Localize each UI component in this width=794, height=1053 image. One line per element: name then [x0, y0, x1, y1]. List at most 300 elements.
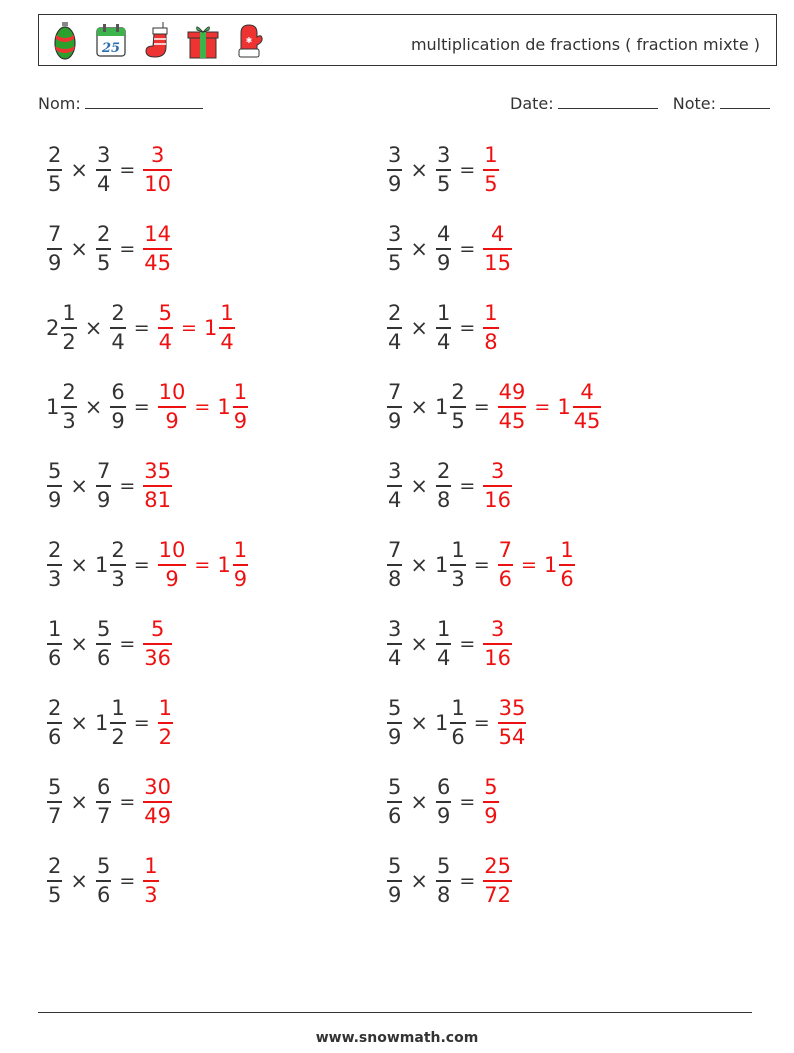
gift-icon: [187, 21, 219, 61]
answer-denominator: 45: [144, 250, 172, 275]
operand-b-numerator: 3: [436, 143, 451, 167]
equals-sign: =: [459, 632, 476, 655]
answer: [157, 540, 249, 590]
operand-b-number: [95, 145, 112, 195]
operand-b-denominator: 5: [436, 171, 451, 196]
svg-text:✱: ✱: [245, 36, 253, 45]
operand-a-denominator: 9: [388, 882, 402, 907]
operand-b-fraction: [110, 382, 125, 432]
stocking-icon: [141, 21, 173, 61]
operand-b-number: [95, 461, 112, 511]
answer-fraction: [483, 619, 512, 669]
operand-a-numerator: 3: [388, 143, 402, 167]
answer-mixed-whole: 1: [217, 552, 231, 577]
operand-a-numerator: 7: [48, 222, 62, 246]
operand-a-fraction: [47, 856, 62, 906]
operand-a-numerator: 2: [48, 143, 62, 167]
operand-a-number: [46, 698, 63, 748]
answer-fraction: [483, 303, 498, 353]
answer-numerator: 10: [158, 538, 186, 562]
answer-fraction: [498, 540, 513, 590]
answer-fraction: [158, 540, 187, 590]
operand-b-numerator: 2: [451, 380, 465, 404]
answer-fraction: [498, 698, 527, 748]
answer-mixed-numerator: 4: [580, 380, 594, 404]
answer-fraction: [158, 303, 173, 353]
answer-fraction: [143, 777, 172, 827]
operand-a-number: [46, 303, 78, 353]
operand-b-fraction: [436, 461, 451, 511]
answer-number: [157, 698, 174, 748]
equals-sign: =: [194, 553, 211, 576]
answer-number: [497, 698, 528, 748]
operand-a-numerator: 3: [388, 459, 402, 483]
answer-denominator: 72: [484, 882, 512, 907]
operand-a-denominator: 9: [388, 171, 402, 196]
problem-item: [46, 698, 174, 748]
problem-item: [386, 145, 500, 195]
operand-b-fraction: [96, 224, 111, 274]
answer-denominator: 4: [158, 329, 173, 354]
times-sign: ×: [70, 710, 88, 735]
operand-a-fraction: [47, 619, 62, 669]
answer-numerator: 1: [158, 696, 173, 720]
problem-item: [386, 777, 500, 827]
answer-number: [142, 461, 173, 511]
answer-fraction: [483, 224, 512, 274]
answer-mixed-whole: 1: [217, 394, 231, 419]
answer-number: [142, 145, 173, 195]
answer: [482, 856, 513, 906]
answer-fraction: [498, 382, 527, 432]
operand-b-fraction: [96, 461, 111, 511]
answer-mixed-numerator: 1: [233, 380, 248, 404]
answer-mixed-number: [204, 303, 236, 353]
operand-b-number: [435, 461, 452, 511]
answer-number: [157, 303, 174, 353]
operand-a-numerator: 1: [62, 301, 76, 325]
answer-numerator: 3: [490, 617, 505, 641]
answer-numerator: 49: [498, 380, 526, 404]
operand-b-whole: 1: [94, 710, 109, 735]
equals-sign: =: [119, 237, 136, 260]
operand-b-denominator: 9: [436, 250, 451, 275]
answer-number: [157, 540, 188, 590]
operand-a-numerator: 1: [48, 617, 62, 641]
answer-number: [482, 619, 513, 669]
operand-b-numerator: 5: [96, 854, 111, 878]
times-sign: ×: [410, 473, 428, 498]
equals-sign: =: [133, 316, 150, 339]
operand-b-denominator: 4: [436, 645, 451, 670]
operand-b-fraction: [436, 777, 451, 827]
operand-b-fraction: [436, 619, 451, 669]
problem-item: [386, 856, 513, 906]
operand-a-number: [46, 382, 78, 432]
operand-a-denominator: 7: [48, 803, 62, 828]
operand-a-number: [46, 461, 63, 511]
operand-a-numerator: 2: [62, 380, 76, 404]
answer-denominator: 9: [165, 566, 179, 591]
operand-a-numerator: 3: [388, 617, 402, 641]
operand-a-fraction: [387, 540, 402, 590]
equals-sign: =: [521, 553, 537, 576]
operand-a-fraction: [61, 382, 76, 432]
operand-b-numerator: 1: [451, 538, 465, 562]
operand-b-numerator: 6: [436, 775, 451, 799]
operand-b-denominator: 7: [96, 803, 111, 828]
operand-a-numerator: 7: [388, 538, 402, 562]
operand-a-denominator: 6: [48, 724, 62, 749]
answer: [142, 777, 173, 827]
operand-a-whole: 2: [46, 315, 60, 340]
operand-a-fraction: [387, 698, 402, 748]
operand-b-fraction: [436, 145, 451, 195]
times-sign: ×: [410, 394, 428, 419]
answer-number: [482, 145, 499, 195]
answer-denominator: 36: [144, 645, 172, 670]
operand-a-number: [386, 540, 403, 590]
operand-a-denominator: 6: [48, 645, 62, 670]
svg-text:25: 25: [101, 41, 121, 56]
operand-b-number: [95, 224, 112, 274]
operand-a-denominator: 3: [48, 566, 62, 591]
operand-b-numerator: 6: [111, 380, 125, 404]
operand-b-numerator: 1: [111, 696, 125, 720]
operand-a-denominator: 5: [48, 882, 62, 907]
answer: [482, 224, 513, 274]
times-sign: ×: [70, 236, 88, 261]
problem-item: [46, 382, 249, 432]
operand-b-fraction: [436, 856, 451, 906]
answer-number: [497, 382, 528, 432]
operand-a-number: [46, 145, 63, 195]
problem-item: [46, 303, 236, 353]
answer-numerator: 1: [484, 143, 498, 167]
operand-b-numerator: 1: [436, 301, 451, 325]
answer-numerator: 35: [498, 696, 526, 720]
answer-numerator: 1: [144, 854, 158, 878]
operand-a-numerator: 5: [48, 775, 62, 799]
times-sign: ×: [410, 710, 428, 735]
operand-b-denominator: 6: [96, 645, 111, 670]
operand-b-number: [95, 540, 127, 590]
answer-denominator: 6: [498, 566, 513, 591]
answer-mixed-whole: 1: [557, 394, 571, 419]
operand-a-denominator: 2: [62, 329, 76, 354]
operand-a-fraction: [387, 145, 402, 195]
operand-a-numerator: 5: [388, 696, 402, 720]
operand-a-number: [386, 856, 403, 906]
operand-b-denominator: 4: [111, 329, 125, 354]
answer: [142, 619, 173, 669]
answer: [142, 145, 173, 195]
operand-b-number: [435, 856, 452, 906]
name-blank[interactable]: [85, 93, 203, 109]
operand-b-numerator: 2: [111, 301, 125, 325]
times-sign: ×: [70, 552, 88, 577]
operand-a-numerator: 5: [388, 854, 402, 878]
problem-item: [386, 303, 500, 353]
answer: [497, 382, 603, 432]
operand-b-number: [435, 224, 452, 274]
problem-item: [46, 619, 173, 669]
operand-b-fraction: [450, 698, 465, 748]
operand-a-number: [386, 145, 403, 195]
answer: [497, 698, 528, 748]
answer-numerator: 3: [490, 459, 505, 483]
problem-item: [46, 856, 160, 906]
answer: [497, 540, 576, 590]
answer-denominator: 9: [484, 803, 498, 828]
times-sign: ×: [70, 868, 88, 893]
operand-b-fraction: [436, 224, 451, 274]
answer: [482, 145, 499, 195]
answer-denominator: 5: [484, 171, 498, 196]
times-sign: ×: [410, 868, 428, 893]
operand-b-number: [95, 856, 112, 906]
operand-b-number: [109, 303, 126, 353]
answer-numerator: 3: [150, 143, 165, 167]
answer-numerator: 10: [158, 380, 186, 404]
answer-numerator: 7: [498, 538, 513, 562]
equals-sign: =: [119, 790, 136, 813]
equals-sign: =: [459, 158, 476, 181]
answer-denominator: 49: [144, 803, 172, 828]
operand-a-denominator: 4: [388, 329, 402, 354]
equals-sign: =: [119, 869, 136, 892]
answer: [482, 777, 499, 827]
answer-denominator: 81: [144, 487, 172, 512]
operand-a-fraction: [47, 145, 62, 195]
equals-sign: =: [534, 395, 551, 418]
operand-b-number: [435, 777, 452, 827]
operand-a-fraction: [61, 303, 76, 353]
answer: [142, 461, 173, 511]
worksheet-title: multiplication de fractions ( fraction mixte ): [410, 35, 760, 54]
answer: [482, 619, 513, 669]
operand-a-fraction: [47, 540, 62, 590]
times-sign: ×: [70, 789, 88, 814]
operand-a-denominator: 9: [48, 250, 62, 275]
operand-b-whole: 1: [434, 552, 449, 577]
operand-b-number: [435, 619, 452, 669]
operand-a-fraction: [47, 698, 62, 748]
equals-sign: =: [133, 395, 150, 418]
answer-fraction: [143, 619, 172, 669]
answer-mixed-fraction: [233, 382, 248, 432]
answer-mixed-whole: 1: [543, 552, 558, 577]
operand-a-number: [386, 461, 403, 511]
answer-number: [142, 856, 159, 906]
operand-b-denominator: 3: [111, 566, 125, 591]
equals-sign: =: [133, 553, 150, 576]
operand-b-whole: 1: [434, 710, 449, 735]
answer-numerator: 5: [150, 617, 165, 641]
operand-a-number: [386, 224, 403, 274]
answer-number: [482, 461, 513, 511]
operand-a-denominator: 9: [388, 724, 402, 749]
operand-a-numerator: 7: [388, 380, 402, 404]
operand-a-number: [46, 856, 63, 906]
operand-b-fraction: [96, 777, 111, 827]
name-label: Nom:: [38, 94, 81, 113]
times-sign: ×: [410, 157, 428, 182]
answer-mixed-whole: 1: [203, 315, 218, 340]
operand-a-denominator: 4: [388, 645, 402, 670]
operand-a-denominator: 5: [388, 250, 402, 275]
operand-b-number: [435, 145, 452, 195]
calendar-icon: [95, 21, 127, 61]
operand-b-number: [435, 698, 467, 748]
operand-b-denominator: 6: [96, 882, 111, 907]
times-sign: ×: [84, 315, 103, 340]
equals-sign: =: [459, 316, 476, 339]
answer-numerator: 25: [484, 854, 512, 878]
operand-b-fraction: [450, 382, 465, 432]
operand-a-fraction: [47, 224, 62, 274]
operand-a-fraction: [47, 461, 62, 511]
operand-a-denominator: 3: [62, 408, 76, 433]
operand-a-number: [46, 224, 63, 274]
answer-fraction: [158, 698, 173, 748]
equals-sign: =: [119, 158, 136, 181]
equals-sign: =: [473, 395, 490, 418]
operand-a-number: [386, 619, 403, 669]
operand-b-number: [435, 540, 467, 590]
operand-a-denominator: 4: [388, 487, 402, 512]
answer-denominator: 16: [484, 645, 512, 670]
operand-b-fraction: [110, 303, 125, 353]
operand-b-number: [435, 382, 467, 432]
answer-denominator: 8: [484, 329, 498, 354]
operand-a-fraction: [387, 382, 402, 432]
answer-numerator: 14: [144, 222, 172, 246]
operand-b-denominator: 8: [436, 882, 451, 907]
answer-fraction: [143, 856, 158, 906]
times-sign: ×: [410, 789, 428, 814]
operand-a-numerator: 5: [48, 459, 62, 483]
operand-b-denominator: 9: [96, 487, 111, 512]
operand-a-fraction: [47, 777, 62, 827]
equals-sign: =: [473, 711, 490, 734]
answer-mixed-number: [557, 382, 602, 432]
operand-b-number: [109, 382, 126, 432]
score-label: Note:: [672, 94, 716, 113]
operand-a-fraction: [387, 224, 402, 274]
answer-numerator: 1: [484, 301, 498, 325]
problem-item: [46, 224, 173, 274]
problem-item: [46, 777, 173, 827]
operand-b-numerator: 2: [96, 222, 111, 246]
answer-number: [482, 303, 499, 353]
answer-mixed-fraction: [233, 540, 248, 590]
operand-b-number: [435, 303, 452, 353]
operand-b-fraction: [436, 303, 451, 353]
times-sign: ×: [70, 473, 88, 498]
equals-sign: =: [133, 711, 150, 734]
equals-sign: =: [194, 395, 211, 418]
operand-a-denominator: 9: [388, 408, 402, 433]
operand-b-denominator: 6: [451, 724, 465, 749]
operand-b-denominator: 8: [436, 487, 451, 512]
answer-numerator: 35: [144, 459, 172, 483]
operand-b-numerator: 2: [111, 538, 125, 562]
operand-a-fraction: [387, 461, 402, 511]
operand-a-number: [386, 698, 403, 748]
answer-denominator: 54: [498, 724, 526, 749]
footer-divider: [38, 1012, 752, 1013]
problem-item: [386, 382, 602, 432]
operand-b-denominator: 3: [451, 566, 465, 591]
answer-fraction: [143, 224, 172, 274]
answer-denominator: 45: [498, 408, 526, 433]
answer-mixed-denominator: 9: [233, 408, 248, 433]
date-blank[interactable]: [558, 93, 658, 109]
operand-a-number: [386, 777, 403, 827]
worksheet-header: [38, 14, 777, 66]
operand-b-fraction: [110, 698, 125, 748]
operand-a-number: [46, 619, 63, 669]
operand-b-numerator: 5: [96, 617, 111, 641]
header-icons: [49, 21, 265, 61]
problem-item: [386, 619, 513, 669]
answer: [142, 224, 173, 274]
mitten-icon: [233, 21, 265, 61]
operand-a-denominator: 9: [48, 487, 62, 512]
operand-a-denominator: 8: [388, 566, 402, 591]
answer-numerator: 30: [144, 775, 172, 799]
operand-b-fraction: [96, 619, 111, 669]
equals-sign: =: [459, 237, 476, 260]
operand-b-numerator: 7: [96, 459, 111, 483]
answer-mixed-fraction: [559, 540, 574, 590]
operand-b-fraction: [96, 856, 111, 906]
answer-denominator: 15: [484, 250, 512, 275]
answer-fraction: [483, 145, 498, 195]
name-field: [38, 93, 203, 113]
operand-b-whole: 1: [94, 552, 109, 577]
problem-item: [46, 540, 249, 590]
answer-number: [142, 224, 173, 274]
operand-a-whole: 1: [46, 394, 60, 419]
times-sign: ×: [70, 157, 88, 182]
operand-a-fraction: [387, 777, 402, 827]
operand-b-denominator: 4: [96, 171, 111, 196]
answer: [142, 856, 159, 906]
answer-number: [142, 619, 173, 669]
operand-b-number: [95, 698, 127, 748]
answer-fraction: [143, 145, 172, 195]
operand-b-number: [95, 619, 112, 669]
operand-b-denominator: 4: [436, 329, 451, 354]
score-blank[interactable]: [720, 93, 770, 109]
operand-b-denominator: 2: [111, 724, 125, 749]
operand-b-fraction: [450, 540, 465, 590]
answer-fraction: [143, 461, 172, 511]
answer-mixed-numerator: 1: [233, 538, 248, 562]
problem-item: [386, 540, 576, 590]
operand-a-numerator: 2: [388, 301, 402, 325]
date-label: Date:: [510, 94, 554, 113]
operand-b-fraction: [110, 540, 125, 590]
equals-sign: =: [459, 869, 476, 892]
operand-a-number: [386, 382, 403, 432]
operand-a-numerator: 2: [48, 854, 62, 878]
answer-number: [482, 224, 513, 274]
equals-sign: =: [119, 632, 136, 655]
answer-mixed-number: [217, 382, 249, 432]
